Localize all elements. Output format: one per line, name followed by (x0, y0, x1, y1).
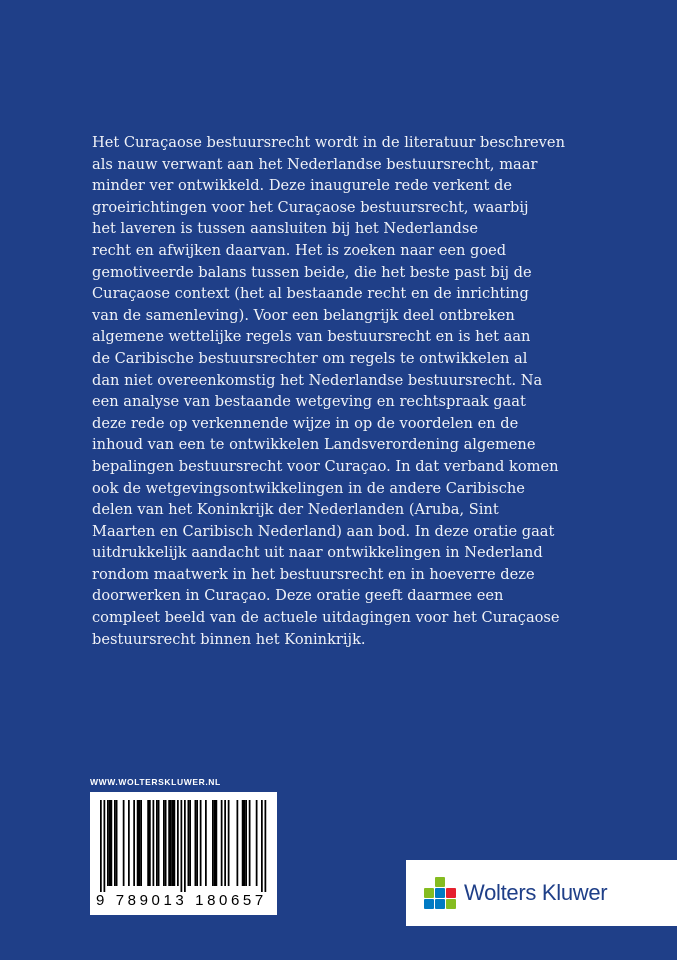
publisher-name: Wolters Kluwer (464, 880, 608, 905)
barcode-bar (133, 800, 135, 886)
barcode-bar (153, 800, 155, 886)
blurb-line: de Caribische bestuursrechter om regels te ontwikkelen al (92, 349, 528, 367)
barcode-bar (188, 800, 190, 886)
blurb-line: Maarten en Caribisch Nederland) aan bod. In deze oratie gaat (92, 522, 555, 540)
isbn-number: 9 789013 180657 (96, 892, 267, 909)
barcode-bar (168, 800, 170, 886)
barcode-bar (109, 800, 111, 886)
barcode-bar (156, 800, 158, 886)
blurb-line: deze rede op verkennende wijze in op de voordelen en de (92, 414, 519, 432)
blurb-line: een analyse van bestaande wetgeving en rechtspraak gaat (92, 393, 526, 411)
barcode-bar (244, 800, 246, 886)
barcode-bar (100, 800, 102, 892)
barcode-bar (128, 800, 130, 886)
barcode-bar (123, 800, 125, 886)
blurb-line: gemotiveerde balans tussen beide, die het beste past bij de (92, 263, 532, 281)
barcode-bar (228, 800, 230, 886)
barcode-bars (90, 792, 277, 892)
barcode-bar (139, 800, 141, 886)
publisher-website: WWW.WOLTERSKLUWER.NL (90, 777, 221, 787)
blurb-line: algemene wettelijke regels van bestuursrecht en is het aan (92, 328, 531, 346)
blurb-line: Het Curaçaose bestuursrecht wordt in de literatuur beschreven (92, 134, 565, 151)
barcode-bar (181, 800, 183, 892)
blurb-line: Curaçaose context (het al bestaande recht en de inrichting (92, 285, 529, 303)
blurb-line: compleet beeld van de actuele uitdagingen voor het Curaçaose (92, 609, 560, 627)
barcode-bar (184, 800, 186, 892)
barcode-bar (249, 800, 251, 886)
barcode-bar (163, 800, 165, 886)
barcode-bar (242, 800, 244, 886)
isbn-barcode (90, 792, 277, 915)
barcode-bar (137, 800, 139, 886)
barcode-bar (140, 800, 142, 886)
barcode-bar (158, 800, 160, 886)
blurb-line: van de samenleving). Voor een belangrijk deel ontbreken (92, 306, 515, 324)
blurb-line: recht en afwijken daarvan. Het is zoeken naar een goed (92, 241, 507, 259)
barcode-bar (205, 800, 207, 886)
barcode-bar (237, 800, 239, 886)
barcode-bar (174, 800, 176, 886)
barcode-bar (216, 800, 218, 886)
barcode-bar (114, 800, 116, 886)
barcode-bar (261, 800, 263, 892)
wolters-kluwer-logo-icon (424, 877, 456, 909)
barcode-bar (111, 800, 113, 886)
blurb-line: dan niet overeenkomstig het Nederlandse bestuursrecht. Na (92, 371, 543, 389)
blurb-line: minder ver ontwikkeld. Deze inaugurele rede verkent de (92, 177, 513, 195)
blurb-line: rondom maatwerk in het bestuursrecht en in hoeverre deze (92, 565, 535, 583)
barcode-bar (170, 800, 172, 886)
blurb-line: het laveren is tussen aansluiten bij het Nederlandse (92, 220, 479, 238)
blurb-line: inhoud van een te ontwikkelen Landsverordening algemene (92, 436, 536, 454)
blurb-line: uitdrukkelijk aandacht uit naar ontwikkelingen in Nederland (92, 544, 543, 562)
barcode-bar (149, 800, 151, 886)
barcode-bar (116, 800, 118, 886)
barcode-bar (224, 800, 226, 886)
barcode-bar (221, 800, 223, 886)
barcode-bar (104, 800, 106, 892)
barcode-bar (165, 800, 167, 886)
barcode-bar (200, 800, 202, 886)
barcode-bar (214, 800, 216, 886)
back-cover-blurb (92, 132, 565, 650)
barcode-bar (212, 800, 214, 886)
barcode-bar (195, 800, 197, 886)
barcode-bar (107, 800, 109, 886)
barcode-bar (172, 800, 174, 886)
blurb-line: groeirichtingen voor het Curaçaose bestuursrecht, waarbij (92, 198, 529, 216)
barcode-bar (147, 800, 149, 886)
barcode-bar (177, 800, 179, 886)
barcode-bar (189, 800, 191, 886)
blurb-line: delen van het Koninkrijk der Nederlanden (Aruba, Sint (92, 501, 499, 519)
blurb-line: doorwerken in Curaçao. Deze oratie geeft daarmee een (92, 587, 504, 605)
blurb-line: bepalingen bestuursrecht voor Curaçao. In dat verband komen (92, 457, 559, 475)
blurb-line: ook de wetgevingsontwikkelingen in de andere Caribische (92, 479, 525, 497)
blurb-line: als nauw verwant aan het Nederlandse bestuursrecht, maar (92, 155, 538, 173)
barcode-bar (245, 800, 247, 886)
barcode-bar (256, 800, 258, 886)
blurb-line: bestuursrecht binnen het Koninkrijk. (92, 630, 366, 648)
publisher-logo-box (406, 860, 677, 926)
barcode-bar (265, 800, 267, 892)
barcode-bar (196, 800, 198, 886)
